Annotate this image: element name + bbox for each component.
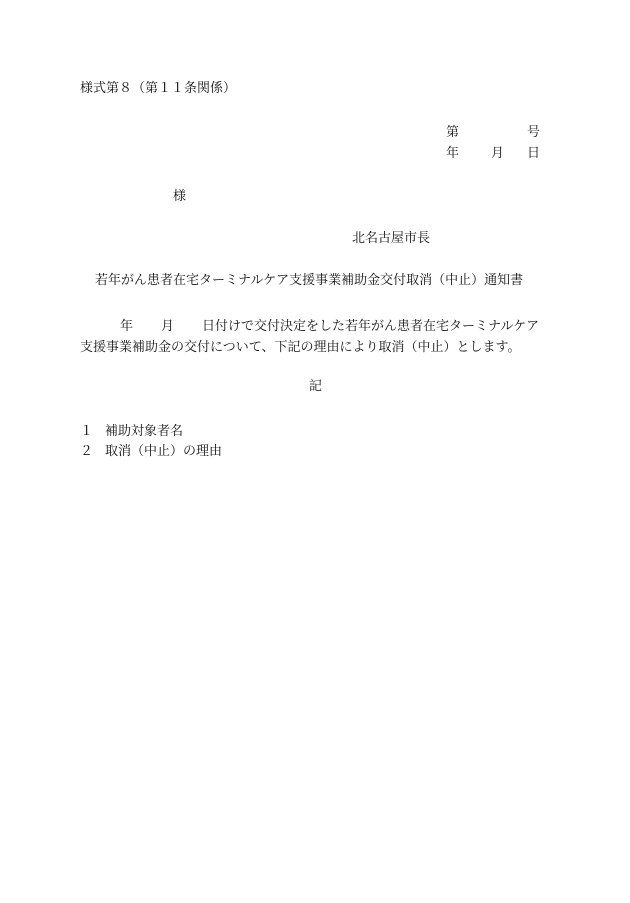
document-number-prefix: 第 xyxy=(446,125,460,140)
body-line-1-text: 日付けで交付決定をした若年がん患者在宅ターミナルケア xyxy=(202,319,540,334)
form-number: 様式第８（第１１条関係） xyxy=(80,81,237,96)
list-item xyxy=(80,442,222,462)
sender-name: 北名古屋市長 xyxy=(352,231,431,246)
body-line-1 xyxy=(80,316,555,337)
document-title: 若年がん患者在宅ターミナルケア支援事業補助金交付取消（中止）通知書 xyxy=(95,273,524,288)
item-number: ２ xyxy=(80,444,94,459)
list-item xyxy=(80,422,222,442)
date-year-label: 年 xyxy=(446,146,460,161)
item-label: 取消（中止）の理由 xyxy=(105,444,223,459)
body-paragraph xyxy=(80,316,555,358)
date-day-label: 日 xyxy=(527,146,541,161)
addressee-honorific: 様 xyxy=(173,189,187,204)
document-number-suffix: 号 xyxy=(527,125,541,140)
body-month-label: 月 xyxy=(161,319,175,334)
item-list xyxy=(80,422,222,462)
body-line-2: 支援事業補助金の交付について、下記の理由により取消（中止）とします。 xyxy=(80,340,521,355)
item-number: １ xyxy=(80,424,94,439)
ki-heading: 記 xyxy=(309,379,323,394)
body-year-label: 年 xyxy=(120,319,134,334)
date-month-label: 月 xyxy=(491,146,505,161)
item-label: 補助対象者名 xyxy=(105,424,184,439)
